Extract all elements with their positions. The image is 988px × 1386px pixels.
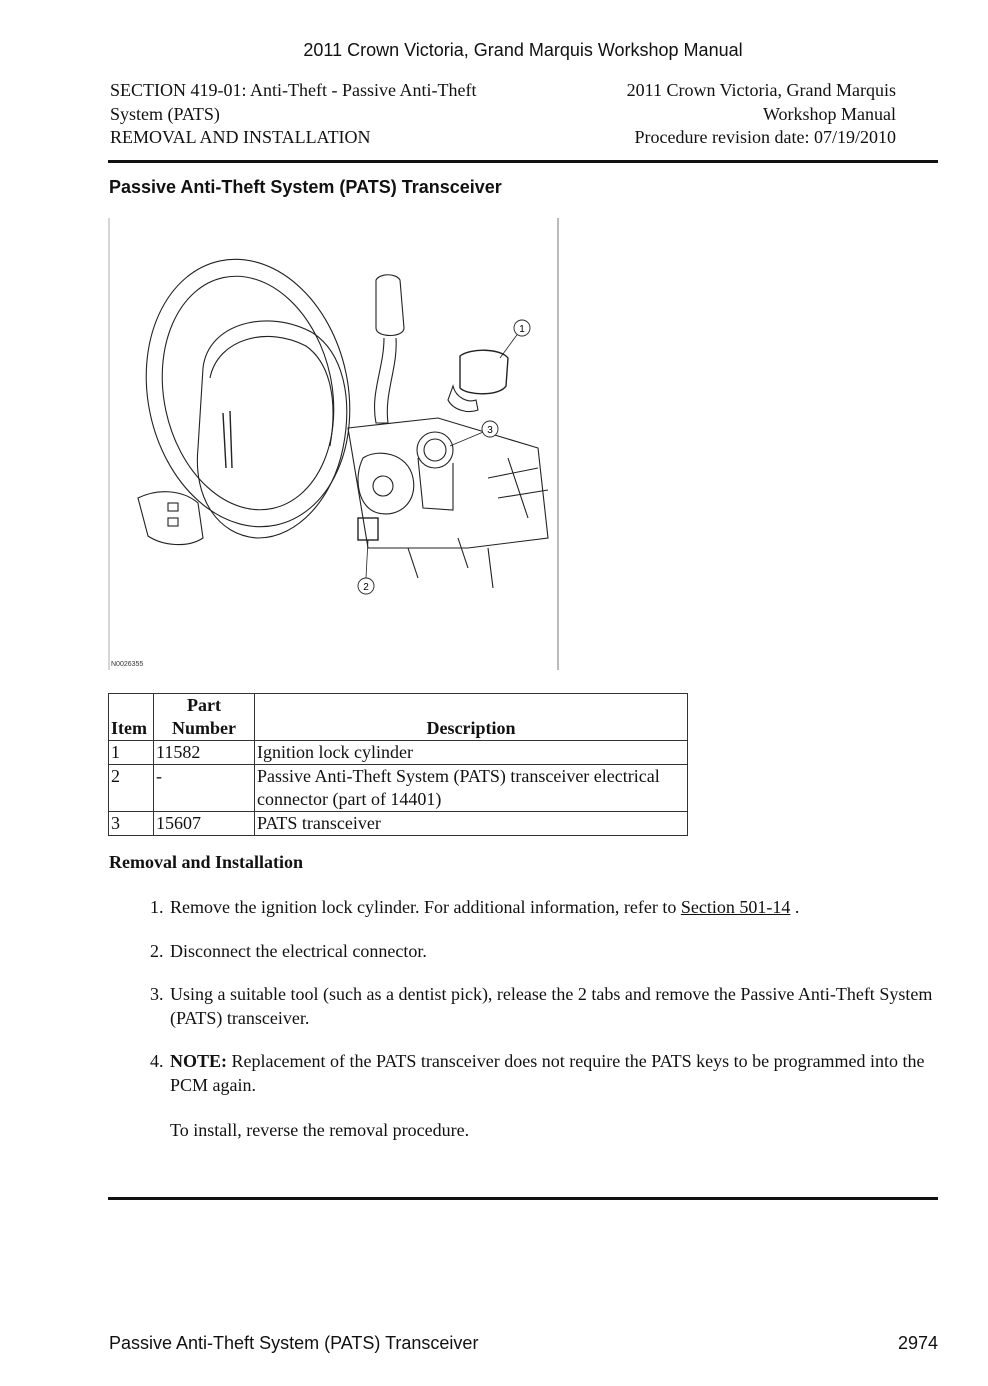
table-header-row bbox=[109, 694, 688, 741]
header-manual-line: Workshop Manual bbox=[762, 103, 896, 124]
header-procedure-type: REMOVAL AND INSTALLATION bbox=[110, 127, 371, 147]
cell-part: - bbox=[154, 765, 255, 812]
note-label: NOTE: bbox=[170, 1051, 228, 1071]
parts-table bbox=[108, 693, 688, 836]
svg-text:2: 2 bbox=[363, 582, 369, 593]
footer-divider bbox=[108, 1197, 938, 1200]
step-text: Using a suitable tool (such as a dentist pick), release the 2 tabs and remove the Passive Anti-Theft System (PATS) transceiver. bbox=[170, 984, 933, 1028]
step-item bbox=[150, 896, 950, 920]
header-section-line: SECTION 419-01: Anti-Theft - Passive Anti-Theft bbox=[110, 80, 477, 100]
step-item bbox=[150, 1050, 950, 1143]
footer-title: Passive Anti-Theft System (PATS) Transceiver bbox=[109, 1333, 479, 1353]
table-row bbox=[109, 765, 688, 812]
step-number: 4. bbox=[150, 1051, 164, 1071]
steering-column-illustration bbox=[108, 218, 560, 670]
cell-part: 15607 bbox=[154, 812, 255, 836]
svg-text:1: 1 bbox=[519, 324, 525, 335]
cell-item: 3 bbox=[109, 812, 154, 836]
procedure-steps bbox=[150, 896, 950, 1163]
cell-desc-line: connector (part of 14401) bbox=[257, 789, 442, 809]
header-manual-line: 2011 Crown Victoria, Grand Marquis bbox=[626, 80, 896, 100]
callout-2 bbox=[358, 578, 374, 594]
col-part-line: Number bbox=[172, 718, 236, 738]
cell-part: 11582 bbox=[154, 741, 255, 765]
step-text-part: Remove the ignition lock cylinder. For additional information, refer to bbox=[170, 897, 681, 917]
step-text-part: . bbox=[790, 897, 800, 917]
header-section-info bbox=[110, 79, 530, 150]
header-revision-date: Procedure revision date: 07/19/2010 bbox=[634, 127, 896, 147]
step-text bbox=[170, 896, 950, 920]
step-number: 1. bbox=[150, 897, 164, 917]
section-link[interactable]: Section 501-14 bbox=[680, 897, 791, 917]
table-row bbox=[109, 812, 688, 836]
manual-title: 2011 Crown Victoria, Grand Marquis Workshop Manual bbox=[303, 40, 743, 60]
step-number: 2. bbox=[150, 940, 164, 961]
table-row bbox=[109, 741, 688, 765]
col-description: Description bbox=[255, 694, 688, 741]
cell-desc: Ignition lock cylinder bbox=[255, 741, 688, 765]
step-text: Disconnect the electrical connector. bbox=[170, 940, 427, 961]
note-text: Replacement of the PATS transceiver does not require the PATS keys to be programmed into the PCM again. bbox=[170, 1051, 925, 1095]
cell-desc: PATS transceiver bbox=[255, 812, 688, 836]
cell-desc bbox=[255, 765, 688, 812]
callout-3 bbox=[482, 421, 498, 437]
step-item bbox=[150, 983, 950, 1030]
step-text bbox=[170, 1050, 950, 1143]
header-manual-info bbox=[536, 79, 896, 150]
page-number: 2974 bbox=[897, 1333, 938, 1353]
cell-item: 2 bbox=[109, 765, 154, 812]
section-title: Removal and Installation bbox=[109, 852, 304, 872]
header-section-line: System (PATS) bbox=[110, 103, 220, 124]
figure-id: N0026355 bbox=[111, 661, 144, 668]
cell-desc-line: Passive Anti-Theft System (PATS) transceiver electrical bbox=[257, 766, 660, 786]
callout-1 bbox=[514, 320, 530, 336]
step-number: 3. bbox=[150, 984, 164, 1004]
header-divider bbox=[108, 160, 938, 163]
col-item: Item bbox=[109, 694, 154, 741]
cell-item: 1 bbox=[109, 741, 154, 765]
step-item bbox=[150, 940, 950, 964]
col-part-line: Part bbox=[187, 695, 221, 715]
page-title: Passive Anti-Theft System (PATS) Transceiver bbox=[109, 177, 502, 197]
svg-text:3: 3 bbox=[487, 425, 493, 436]
col-part-number bbox=[154, 694, 255, 741]
install-instruction: To install, reverse the removal procedure. bbox=[170, 1120, 470, 1140]
